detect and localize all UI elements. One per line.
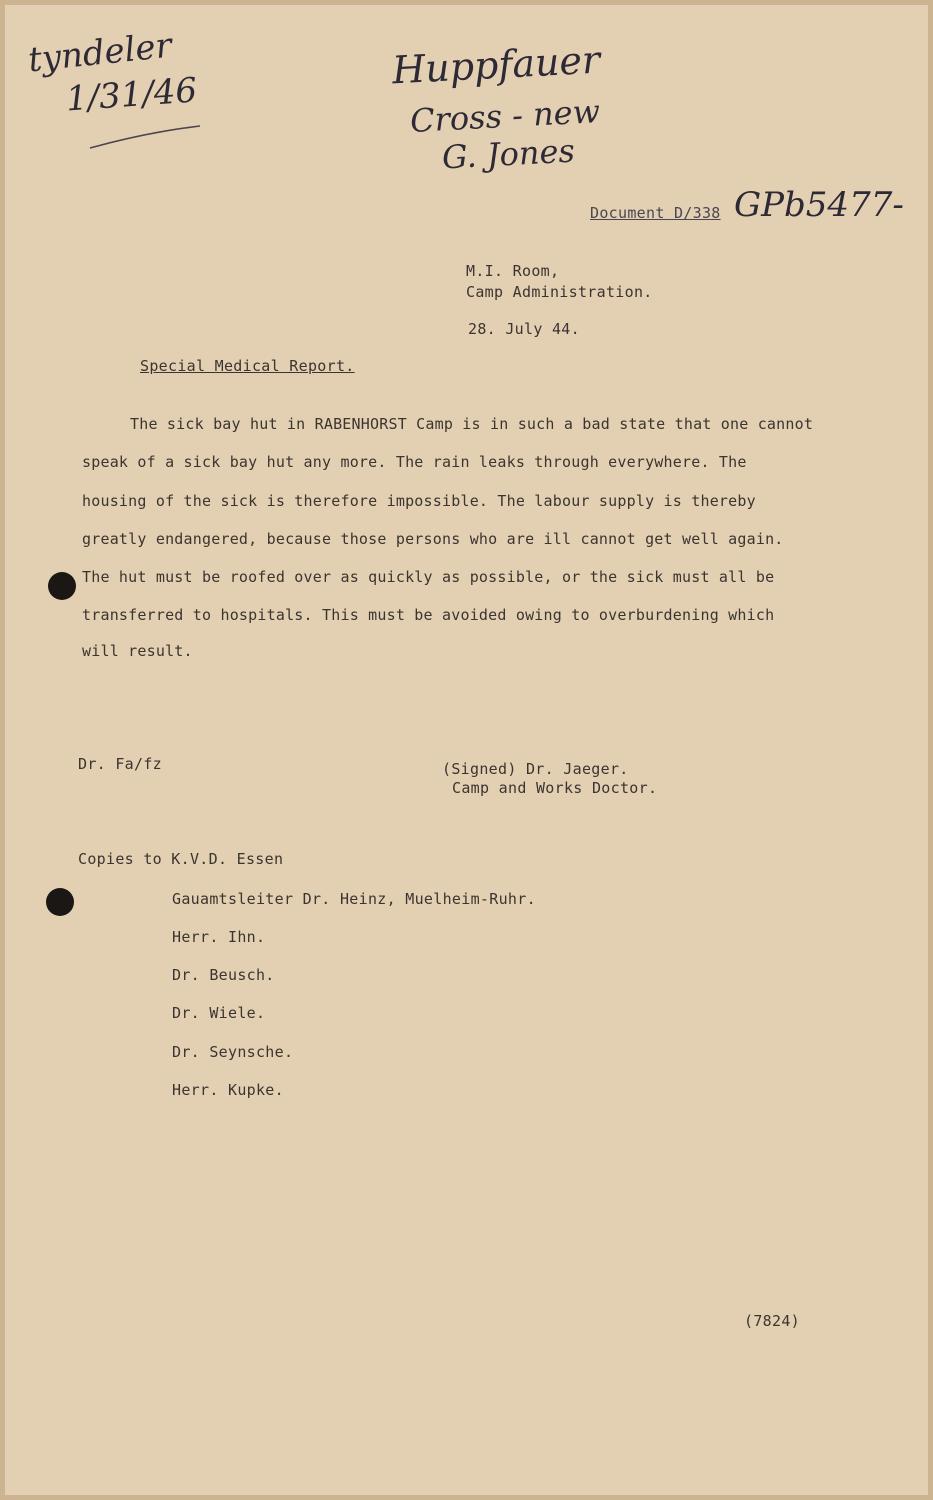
body-line: housing of the sick is therefore impossible. The labour supply is thereby bbox=[82, 492, 756, 510]
punch-hole bbox=[46, 888, 74, 916]
copy-recipient: Herr. Ihn. bbox=[172, 928, 266, 946]
body-line: transferred to hospitals. This must be avoided owing to overburdening which bbox=[82, 606, 775, 624]
body-line: greatly endangered, because those persons who are ill cannot get well again. bbox=[82, 530, 784, 548]
copy-recipient: Gauamtsleiter Dr. Heinz, Muelheim-Ruhr. bbox=[172, 890, 536, 908]
report-title: Special Medical Report. bbox=[140, 357, 355, 375]
handwritten-document-number: GPb5477- bbox=[734, 185, 904, 225]
handwritten-note-line: Huppfauer bbox=[390, 37, 602, 93]
copies-label: Copies to K.V.D. Essen bbox=[78, 850, 284, 868]
handwritten-underline-stroke bbox=[88, 118, 208, 154]
handwritten-note-top-center bbox=[390, 37, 602, 93]
page-code: (7824) bbox=[744, 1312, 800, 1330]
handwritten-note-top-left bbox=[26, 25, 174, 81]
handwritten-note-line: Cross - new bbox=[409, 92, 601, 140]
body-line: speak of a sick bay hut any more. The rain leaks through everywhere. The bbox=[82, 453, 747, 471]
body-line: will result. bbox=[82, 642, 193, 660]
handwritten-note-line: G. Jones bbox=[441, 131, 576, 177]
copy-recipient: Dr. Wiele. bbox=[172, 1004, 266, 1022]
signature-title: Camp and Works Doctor. bbox=[452, 779, 658, 797]
signature-line: (Signed) Dr. Jaeger. bbox=[442, 760, 629, 778]
copy-recipient: Dr. Seynsche. bbox=[172, 1043, 294, 1061]
document-reference: Document D/338 bbox=[590, 204, 721, 222]
body-line: The sick bay hut in RABENHORST Camp is in such a bad state that one cannot bbox=[130, 415, 814, 433]
reference-initials: Dr. Fa/fz bbox=[78, 755, 162, 773]
handwritten-date: 1/31/46 bbox=[64, 70, 199, 120]
copy-recipient: Dr. Beusch. bbox=[172, 966, 275, 984]
address-line: Camp Administration. bbox=[466, 283, 653, 301]
copy-recipient: Herr. Kupke. bbox=[172, 1081, 284, 1099]
address-line: M.I. Room, bbox=[466, 262, 560, 280]
body-line: The hut must be roofed over as quickly as possible, or the sick must all be bbox=[82, 568, 775, 586]
document-date: 28. July 44. bbox=[468, 320, 580, 338]
handwritten-note-line: tyndeler bbox=[26, 25, 174, 81]
punch-hole bbox=[48, 572, 76, 600]
